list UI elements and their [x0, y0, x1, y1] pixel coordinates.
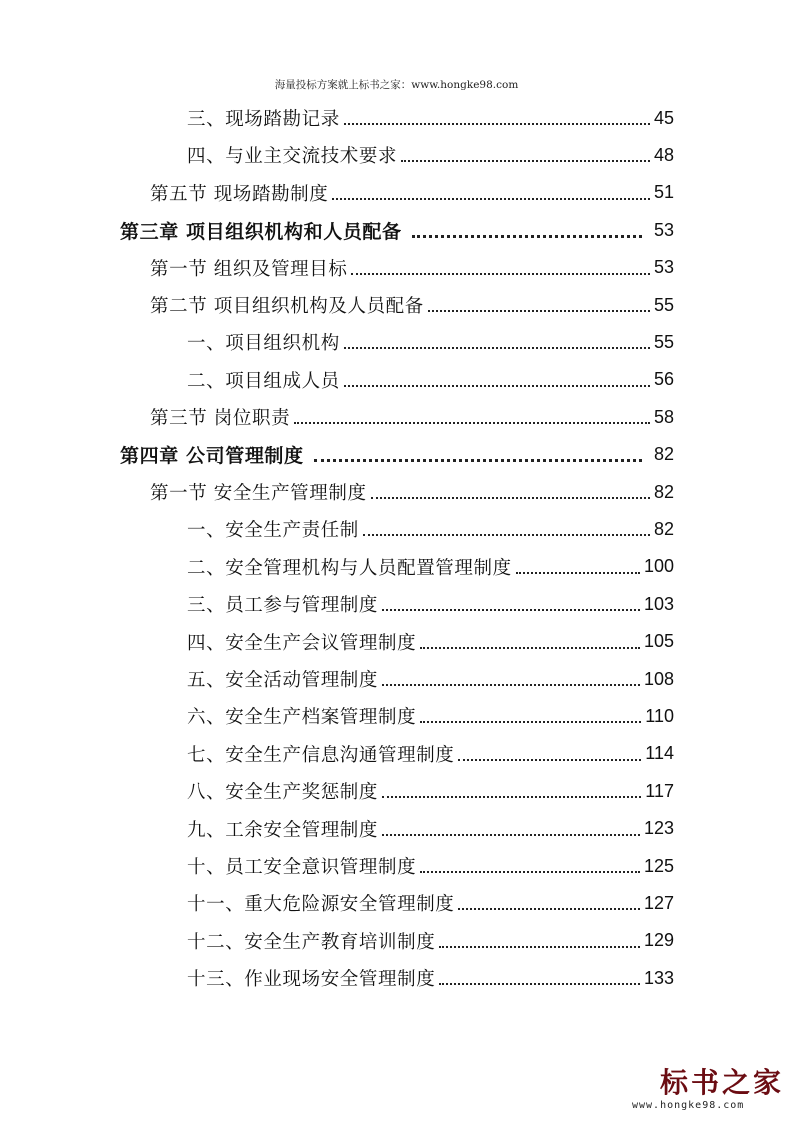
toc-row[interactable]	[187, 627, 674, 657]
toc-row[interactable]	[187, 589, 674, 619]
toc-entry-label: 十、员工安全意识管理制度	[187, 857, 417, 878]
toc-page-number: 82	[653, 518, 674, 539]
toc-page-number: 48	[653, 144, 674, 165]
toc-page-number: 123	[643, 818, 674, 839]
toc-chapter-row[interactable]	[120, 215, 674, 245]
toc-row[interactable]	[187, 926, 674, 956]
toc-row[interactable]	[187, 701, 674, 731]
toc-entry-label: 八、安全生产奖惩制度	[187, 782, 379, 804]
toc-dot-leader	[371, 497, 650, 499]
toc-row[interactable]	[187, 814, 674, 844]
toc-row[interactable]	[187, 140, 674, 170]
toc-page-number: 133	[643, 967, 674, 988]
toc-dot-leader	[382, 796, 641, 798]
toc-page-number: 82	[653, 481, 674, 502]
toc-dot-leader	[344, 347, 650, 349]
toc-entry-label: 第二节 项目组织机构及人员配备	[150, 296, 424, 317]
toc-dot-leader	[458, 759, 641, 761]
toc-row[interactable]	[150, 477, 674, 507]
toc-dot-leader	[420, 647, 640, 649]
toc-row[interactable]	[187, 514, 674, 544]
toc-dot-leader	[351, 273, 649, 275]
toc-dot-leader	[516, 572, 640, 574]
toc-entry-label: 四、与业主交流技术要求	[187, 146, 398, 168]
toc-row[interactable]	[187, 327, 674, 357]
toc-entry-label: 第五节 现场踏勘制度	[150, 183, 329, 205]
toc-entry-label: 三、员工参与管理制度	[187, 595, 379, 617]
toc-dot-leader	[439, 946, 640, 948]
toc-page-number: 45	[653, 107, 674, 128]
toc-entry-label: 第三节 岗位职责	[150, 408, 291, 430]
toc-entry-label: 九、工余安全管理制度	[187, 819, 379, 841]
toc-dot-leader	[458, 908, 640, 910]
brand-name: 标书之家	[660, 1066, 785, 1099]
toc-entry-label: 第一节 安全生产管理制度	[150, 483, 367, 504]
toc-row[interactable]	[187, 851, 674, 881]
toc-row[interactable]	[150, 290, 674, 320]
toc-page-number: 55	[653, 294, 674, 315]
toc-row[interactable]	[187, 552, 674, 582]
toc-page-number: 114	[645, 743, 674, 764]
toc-dot-leader	[412, 235, 642, 238]
toc-entry-label: 五、安全活动管理制度	[187, 670, 379, 691]
toc-entry-label: 第三章 项目组织机构和人员配备	[120, 220, 402, 243]
toc-page-number: 58	[653, 406, 674, 427]
page-header: 海量投标方案就上标书之家：www.hongke98.com	[274, 79, 519, 91]
toc-page-number: 56	[653, 369, 674, 390]
toc-page-number: 105	[643, 631, 674, 652]
toc-entry-label: 第一节 组织及管理目标	[150, 258, 348, 280]
toc-dot-leader	[344, 123, 650, 125]
toc-row[interactable]	[187, 365, 674, 395]
toc-page-number: 100	[643, 556, 674, 577]
toc-dot-leader	[332, 198, 650, 200]
toc-row[interactable]	[150, 402, 674, 432]
toc-entry-label: 一、安全生产责任制	[187, 520, 359, 542]
toc-row[interactable]	[150, 253, 674, 283]
toc-page-number: 51	[653, 182, 674, 203]
toc-row[interactable]	[187, 664, 674, 694]
toc-page-number: 53	[653, 257, 674, 278]
toc-dot-leader	[420, 721, 641, 723]
toc-dot-leader	[439, 983, 640, 985]
toc-page-number: 55	[653, 331, 674, 352]
toc-dot-leader	[382, 684, 640, 686]
brand-url: www.hongke98.com	[632, 1100, 745, 1111]
toc-page-number: 117	[645, 780, 674, 801]
toc-row[interactable]	[187, 888, 674, 918]
toc-row[interactable]	[187, 776, 674, 806]
toc-page-number: 108	[643, 668, 674, 689]
toc-row[interactable]	[187, 963, 674, 993]
toc-page-number: 53	[653, 219, 674, 240]
toc-page-number: 129	[643, 930, 674, 951]
toc-chapter-row[interactable]	[120, 440, 674, 470]
toc-page-number: 110	[645, 705, 674, 726]
toc-entry-label: 一、项目组织机构	[187, 333, 340, 355]
toc-dot-leader	[363, 534, 650, 536]
toc-entry-label: 十一、重大危险源安全管理制度	[187, 894, 455, 916]
toc-dot-leader	[382, 609, 640, 611]
toc-dot-leader	[344, 385, 650, 387]
toc-page-number: 82	[653, 444, 674, 465]
toc-dot-leader	[420, 871, 640, 873]
brand-logo	[632, 1066, 785, 1111]
toc-entry-label: 四、安全生产会议管理制度	[187, 632, 417, 654]
toc-page-number: 125	[643, 855, 674, 876]
toc-dot-leader	[294, 422, 650, 424]
toc-page-number: 103	[643, 593, 674, 614]
toc-dot-leader	[428, 310, 650, 312]
toc-row[interactable]	[187, 739, 674, 769]
toc-entry-label: 二、安全管理机构与人员配置管理制度	[187, 557, 512, 579]
toc-dot-leader	[382, 834, 640, 836]
toc-entry-label: 七、安全生产信息沟通管理制度	[187, 744, 455, 766]
toc-entry-label: 三、现场踏勘记录	[187, 109, 340, 130]
toc-row[interactable]	[150, 178, 674, 208]
toc-entry-label: 十二、安全生产教育培训制度	[187, 931, 436, 953]
toc-page-number: 127	[643, 892, 674, 913]
toc-entry-label: 十三、作业现场安全管理制度	[187, 969, 436, 991]
toc-entry-label: 第四章 公司管理制度	[120, 445, 304, 468]
toc-row[interactable]	[187, 103, 674, 133]
toc-entry-label: 六、安全生产档案管理制度	[187, 707, 417, 729]
toc-dot-leader	[401, 160, 650, 162]
toc-dot-leader	[314, 459, 642, 462]
toc-entry-label: 二、项目组成人员	[187, 370, 340, 392]
